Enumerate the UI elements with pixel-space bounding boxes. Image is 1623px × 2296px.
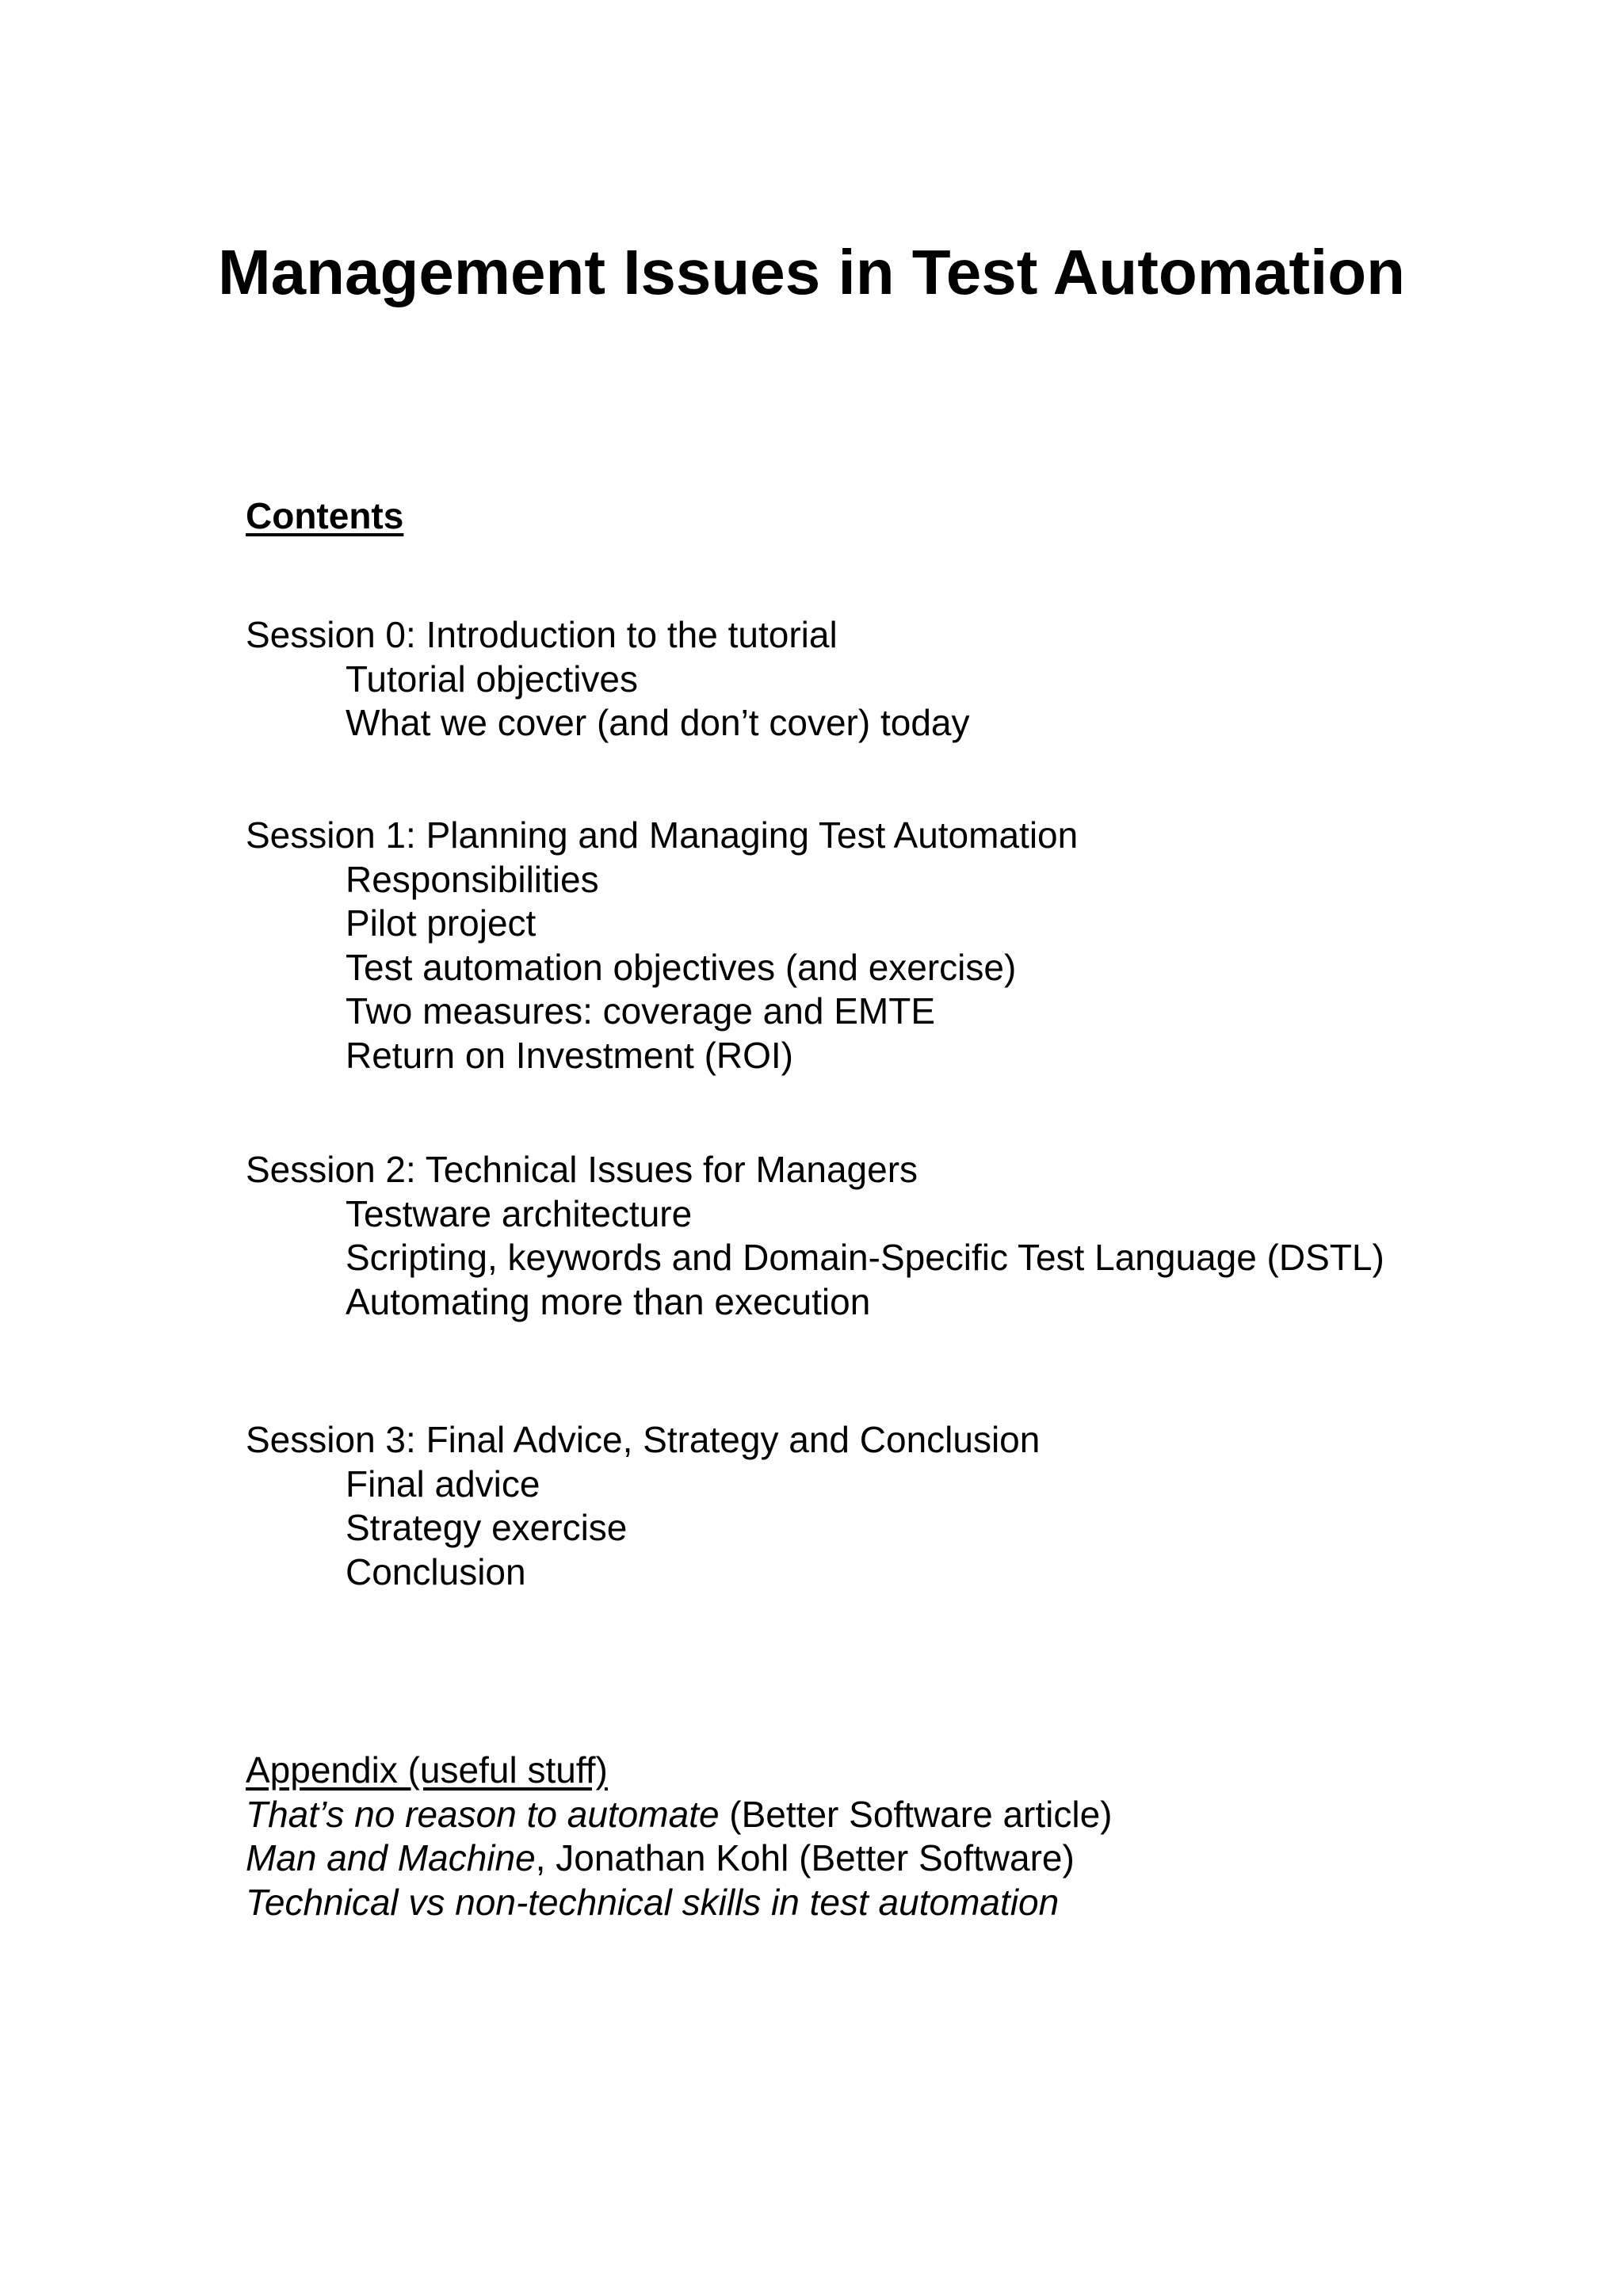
contents-heading: Contents — [246, 495, 404, 536]
session-item: Test automation objectives (and exercise) — [346, 946, 1017, 988]
appendix-entry — [246, 1793, 1112, 1837]
appendix-heading: Appendix (useful stuff) — [246, 1749, 608, 1791]
session-title: Session 0: Introduction to the tutorial — [246, 614, 838, 655]
appendix-entry-title: That’s no reason to automate — [246, 1793, 720, 1835]
appendix-entry-title: Man and Machine — [246, 1837, 536, 1878]
session-item: Testware architecture — [346, 1192, 693, 1234]
session-item: Strategy exercise — [346, 1507, 628, 1548]
appendix-entry-title: Technical vs non-technical skills in test automation — [246, 1881, 1060, 1923]
appendix-entry-note: (Better Software article) — [719, 1793, 1113, 1835]
session-item: Tutorial objectives — [346, 658, 639, 700]
session-item: Final advice — [346, 1463, 540, 1505]
session-item: Two measures: coverage and EMTE — [346, 990, 935, 1032]
document-title: Management Issues in Test Automation — [217, 237, 1405, 307]
session-title: Session 3: Final Advice, Strategy and Conclusion — [246, 1419, 1041, 1460]
session-0 — [246, 613, 969, 746]
session-2 — [246, 1148, 1384, 1324]
session-item: Pilot project — [346, 902, 537, 944]
session-item: Scripting, keywords and Domain-Specific Test Language (DSTL) — [346, 1237, 1384, 1278]
appendix-entry — [246, 1836, 1112, 1881]
session-item: Automating more than execution — [346, 1280, 871, 1322]
session-3 — [246, 1418, 1040, 1594]
appendix — [246, 1749, 1112, 1924]
session-item: Return on Investment (ROI) — [346, 1034, 793, 1076]
appendix-entry-note: , Jonathan Kohl (Better Software) — [535, 1837, 1075, 1878]
session-1 — [246, 814, 1078, 1077]
session-item: What we cover (and don’t cover) today — [346, 702, 970, 743]
session-title: Session 1: Planning and Managing Test Automation — [246, 814, 1079, 856]
session-title: Session 2: Technical Issues for Managers — [246, 1149, 918, 1190]
session-item: Responsibilities — [346, 858, 599, 900]
appendix-entry — [246, 1881, 1112, 1925]
session-item: Conclusion — [346, 1550, 526, 1592]
